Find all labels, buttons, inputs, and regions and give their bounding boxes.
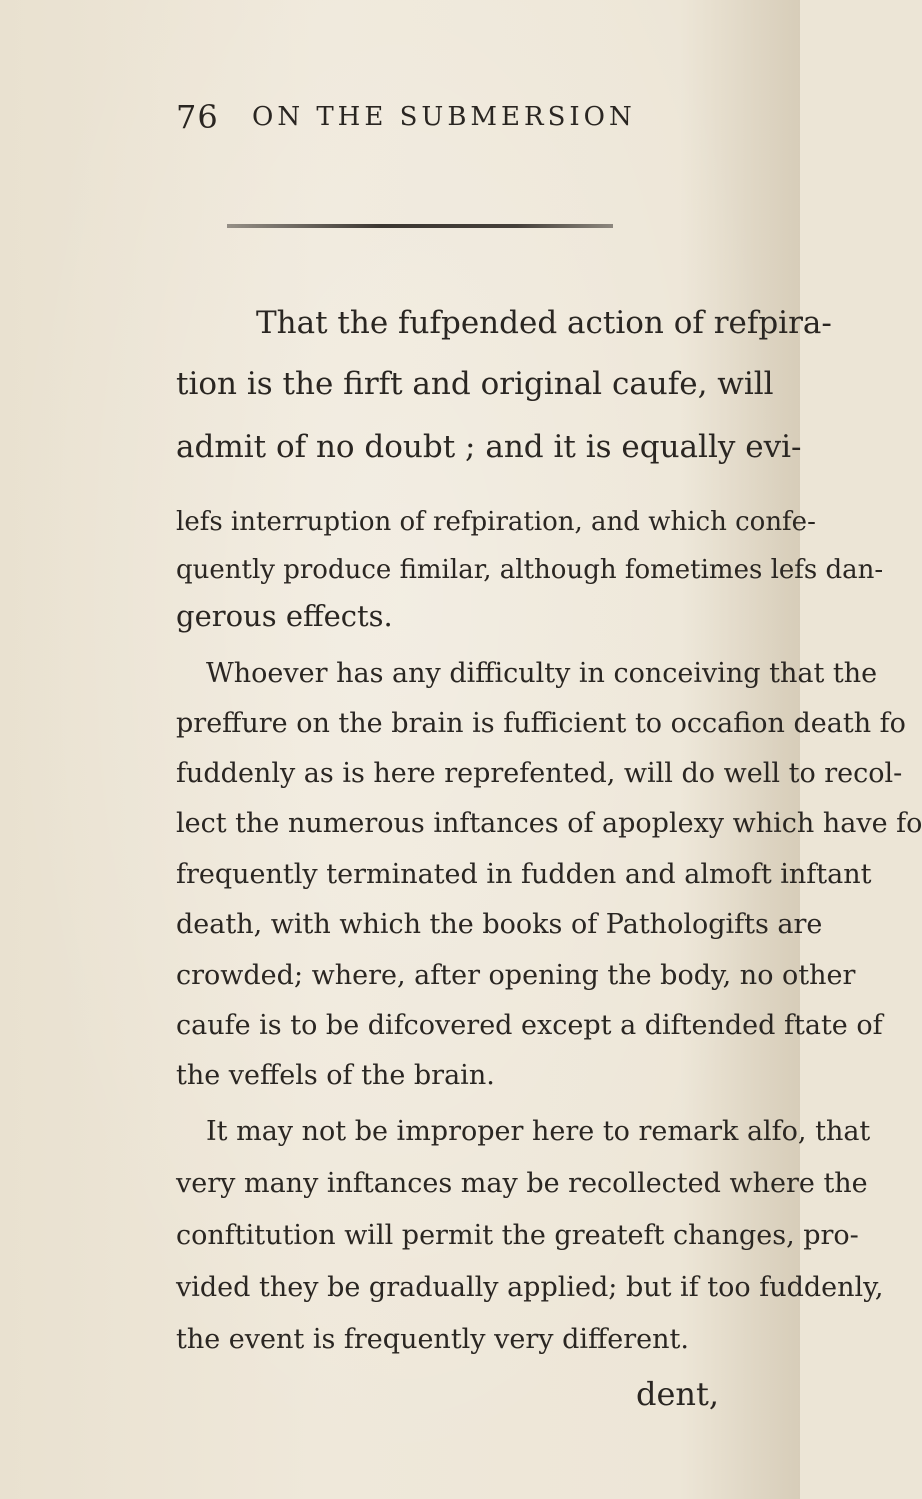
text-line: quently produce fimilar, although fometimes lefs dan- [176, 555, 884, 585]
text-line: frequently terminated in fudden and almoft inftant [176, 859, 872, 890]
text-line: crowded; where, after opening the body, no other [176, 960, 856, 991]
catchword: dent, [636, 1375, 720, 1413]
text-line: admit of no doubt ; and it is equally evi- [176, 429, 802, 465]
text-line: That the fufpended action of refpira- [256, 305, 832, 341]
text-line: the event is frequently very different. [176, 1324, 689, 1355]
page-number: 76 [176, 98, 219, 136]
text-line: tion is the firft and original caufe, will [176, 366, 774, 402]
text-line: It may not be improper here to remark alfo, that [206, 1116, 871, 1147]
ornamental-rule [227, 224, 613, 228]
text-line: very many inftances may be recollected where the [176, 1168, 868, 1199]
text-line: death, with which the books of Pathologifts are [176, 909, 823, 940]
running-head: ON THE SUBMERSION [252, 102, 636, 132]
text-line: preffure on the brain is fufficient to occafion death fo [176, 708, 906, 739]
text-line: caufe is to be difcovered except a diftended ftate of [176, 1010, 883, 1041]
text-line: fuddenly as is here reprefented, will do well to recol- [176, 758, 903, 789]
text-line: gerous effects. [176, 599, 393, 633]
page-header [0, 98, 800, 138]
text-line: conftitution will permit the greateft changes, pro- [176, 1220, 859, 1251]
text-line: the veffels of the brain. [176, 1060, 495, 1091]
text-line: lefs interruption of refpiration, and which confe- [176, 507, 816, 537]
text-line: Whoever has any difficulty in conceiving that the [206, 658, 878, 689]
text-line: lect the numerous inftances of apoplexy which have fo [176, 808, 922, 839]
text-line: vided they be gradually applied; but if too fuddenly, [176, 1272, 884, 1303]
